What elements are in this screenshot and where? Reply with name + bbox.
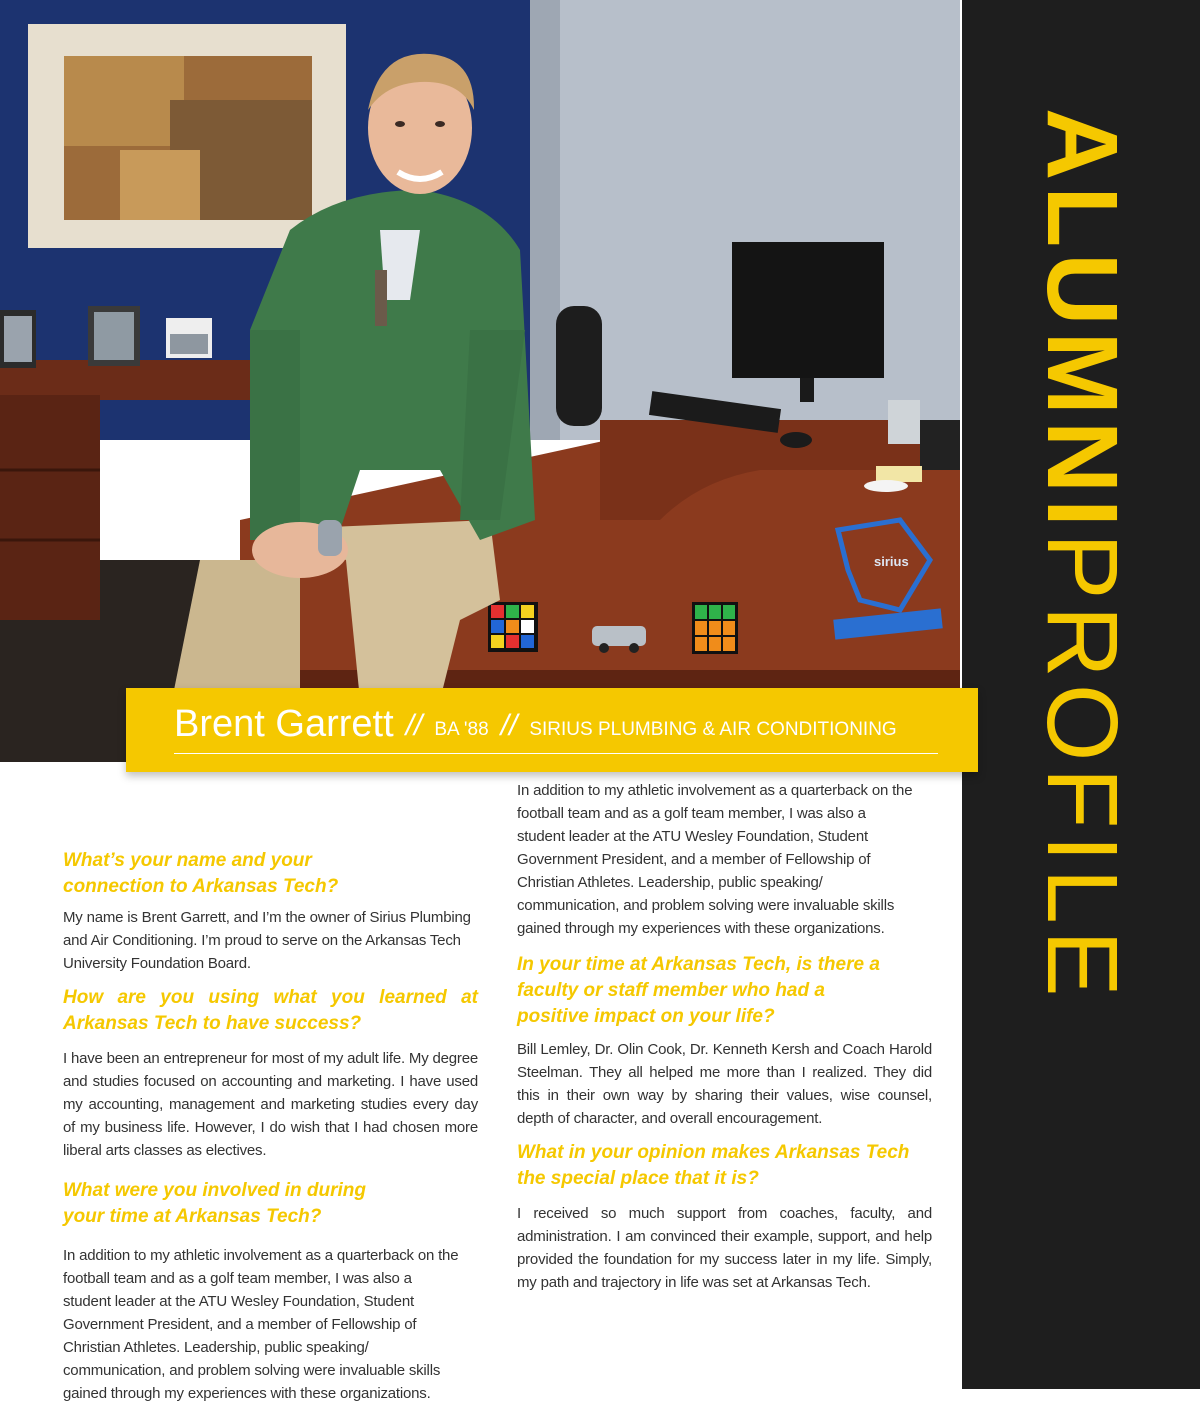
profile-photo xyxy=(0,0,960,762)
monitor xyxy=(732,242,884,378)
degree: BA '88 xyxy=(434,719,489,740)
alumni-profile-title xyxy=(1026,108,1138,1003)
answer-continuation xyxy=(517,782,917,940)
banner-rule xyxy=(174,753,938,754)
article-column-right xyxy=(517,782,932,1294)
office-photo-illustration xyxy=(0,0,960,762)
title-bold: ALUMNI xyxy=(1026,108,1138,533)
answer-text: My name is Brent Garrett, and I’m the owner of Sirius Plumbing and Air Conditioning. I’m proud to serve on the Arkansas Tech University Foundation Board. xyxy=(63,909,471,972)
title-light: PROFILE xyxy=(1026,532,1138,1003)
alumnus-name: Brent Garrett xyxy=(174,703,394,745)
answer-text: In addition to my athletic involvement as a quarterback on the football team and as a golf team member, I was also a student leader at the ATU Wesley Foundation, Student Government President, and a member of Fellowship of Christian Athletes. Leadership, public speaking/ communication, and problem solving were invaluable skills gained through my experiences with these organizations. xyxy=(517,782,913,937)
answer-text: I received so much support from coaches, faculty, and administration. I am convinced their example, support, and help provided the foundation for my success later in my life. Simply, my path and trajectory in life was set at Arkansas Tech. xyxy=(517,1205,932,1291)
separator: // xyxy=(405,709,423,742)
rubik-cube xyxy=(488,602,538,652)
toy-car xyxy=(592,626,646,646)
question-heading: What’s your name and your connection to Arkansas Tech? xyxy=(63,850,339,897)
question-heading: How are you using what you learned at Arkansas Tech to have success? xyxy=(63,987,478,1034)
question-heading: What were you involved in during your time at Arkansas Tech? xyxy=(63,1180,366,1227)
company-name: SIRIUS PLUMBING & AIR CONDITIONING xyxy=(529,719,897,740)
trophy-text: sirius xyxy=(874,554,909,569)
separator: // xyxy=(500,709,518,742)
question-heading: What in your opinion makes Arkansas Tech the special place that it is? xyxy=(517,1142,910,1189)
answer-text: I have been an entrepreneur for most of my adult life. My degree and studies focused on accounting and marketing. I have used my accounting, management and marketing studies every day of my business life. However, I do wish that I had chosen more liberal arts classes as electives. xyxy=(63,1050,478,1159)
answer-text: Bill Lemley, Dr. Olin Cook, Dr. Kenneth Kersh and Coach Harold Steelman. They all helped me more than I realized. They did this in their own way by sharing their values, wise counsel, depth of character, and overall encouragement. xyxy=(517,1041,932,1127)
article-column-left xyxy=(63,848,478,1402)
name-banner xyxy=(126,688,978,772)
rubik-cube xyxy=(692,602,738,654)
answer-text: In addition to my athletic involvement as a quarterback on the football team and as a golf team member, I was also a student leader at the ATU Wesley Foundation, Student Government President, and a member of Fellowship of Christian Athletes. Leadership, public speaking/ communication, and problem solving were invaluable skills gained through my experiences with these organizations. xyxy=(63,1247,459,1402)
question-heading: In your time at Arkansas Tech, is there a faculty or staff member who had a positive impact on your life? xyxy=(517,954,880,1027)
